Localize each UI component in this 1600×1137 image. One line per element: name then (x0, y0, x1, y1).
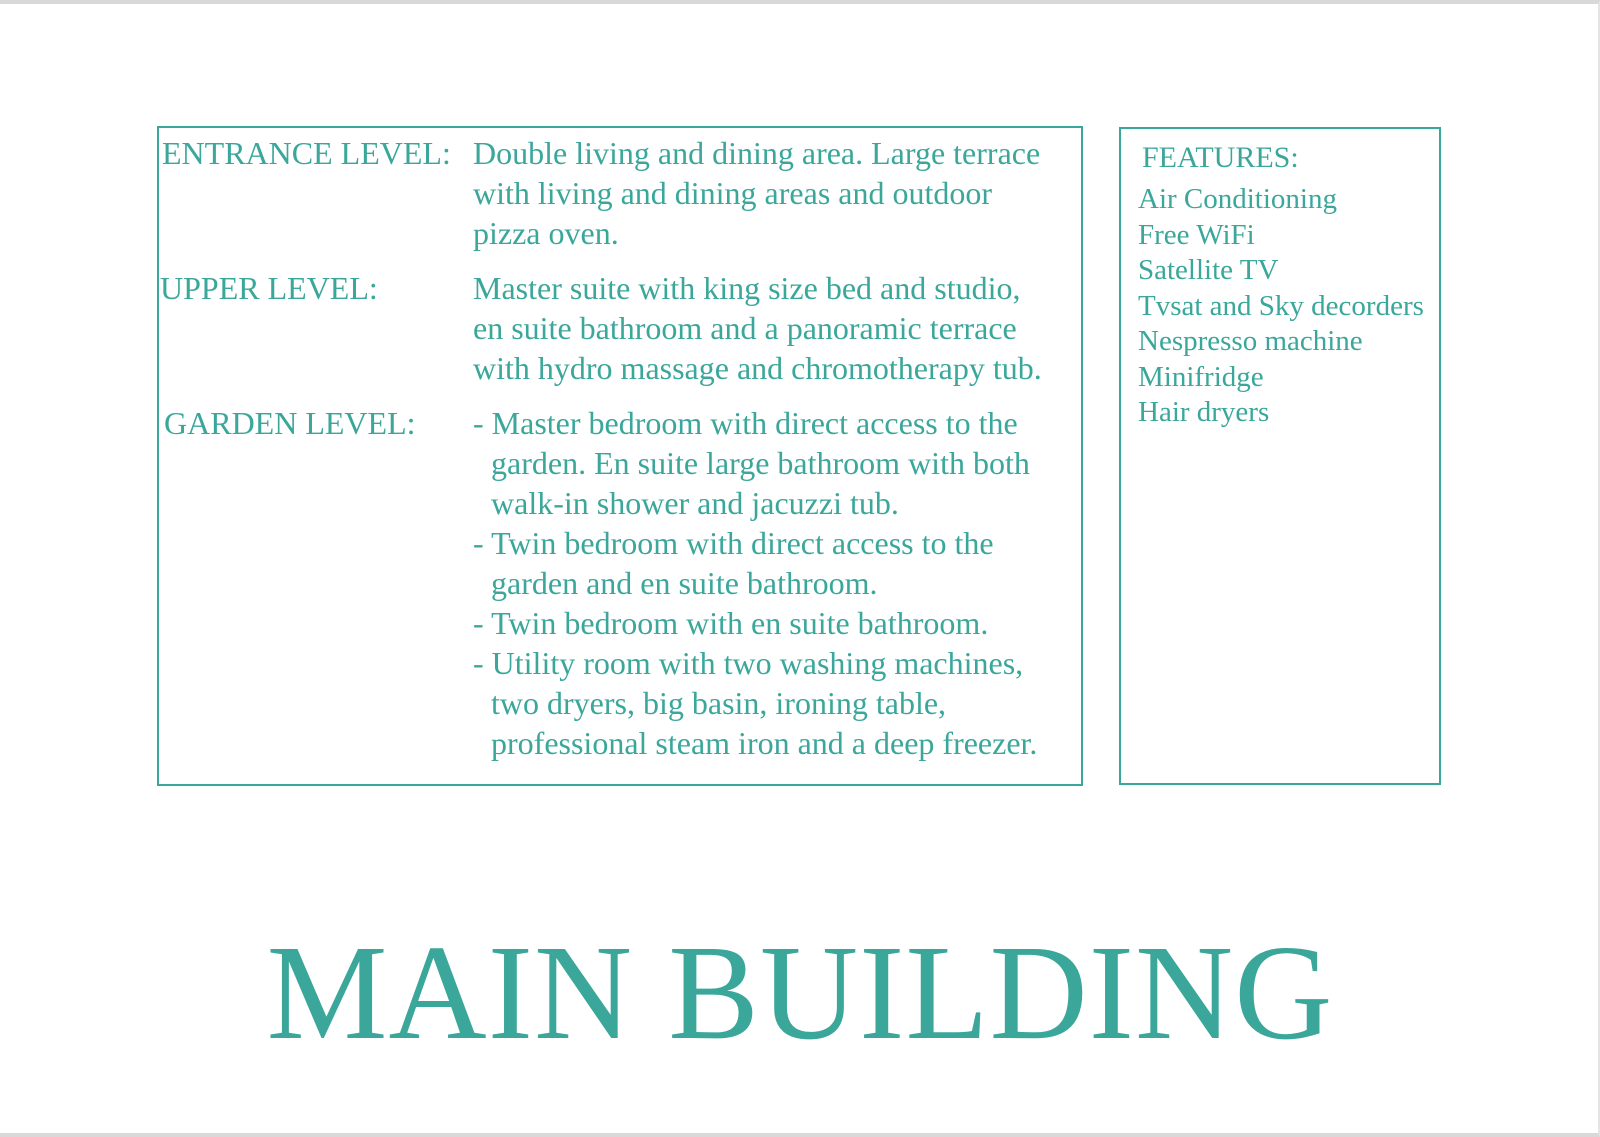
garden-level-line: - Twin bedroom with en suite bathroom. (473, 605, 989, 641)
feature-item: Air Conditioning (1138, 183, 1337, 215)
feature-item: Satellite TV (1138, 254, 1279, 286)
garden-level-line: professional steam iron and a deep freezer. (491, 725, 1038, 761)
upper-level-line: with hydro massage and chromotherapy tub. (473, 350, 1042, 386)
entrance-level-line: pizza oven. (473, 215, 619, 251)
entrance-level-line: Double living and dining area. Large terrace (473, 135, 1041, 171)
garden-level-line: garden and en suite bathroom. (491, 565, 878, 601)
feature-item: Tvsat and Sky decorders (1138, 289, 1424, 322)
upper-level-label: UPPER LEVEL: (160, 270, 378, 306)
features-list (1138, 182, 1424, 431)
feature-item: Free WiFi (1138, 218, 1255, 251)
garden-level-line: two dryers, big basin, ironing table, (491, 685, 947, 721)
garden-level-line: walk-in shower and jacuzzi tub. (491, 485, 899, 521)
entrance-level-label: ENTRANCE LEVEL: (162, 135, 451, 171)
main-building-title: MAIN BUILDING (266, 918, 1334, 1068)
garden-level-label: GARDEN LEVEL: (164, 405, 416, 441)
entrance-level-line: with living and dining areas and outdoor (473, 175, 993, 211)
garden-level-line: - Utility room with two washing machines, (473, 645, 1024, 681)
feature-item: Hair dryers (1138, 396, 1270, 428)
garden-level-line: - Master bedroom with direct access to the (473, 405, 1018, 441)
features-title: FEATURES: (1142, 141, 1299, 174)
garden-level-line: - Twin bedroom with direct access to the (473, 525, 994, 561)
feature-item: Minifridge (1138, 360, 1264, 393)
upper-level-line: en suite bathroom and a panoramic terrace (473, 310, 1017, 346)
feature-item: Nespresso machine (1138, 325, 1363, 357)
garden-level-line: garden. En suite large bathroom with both (491, 445, 1030, 481)
upper-level-line: Master suite with king size bed and studio, (473, 270, 1021, 306)
